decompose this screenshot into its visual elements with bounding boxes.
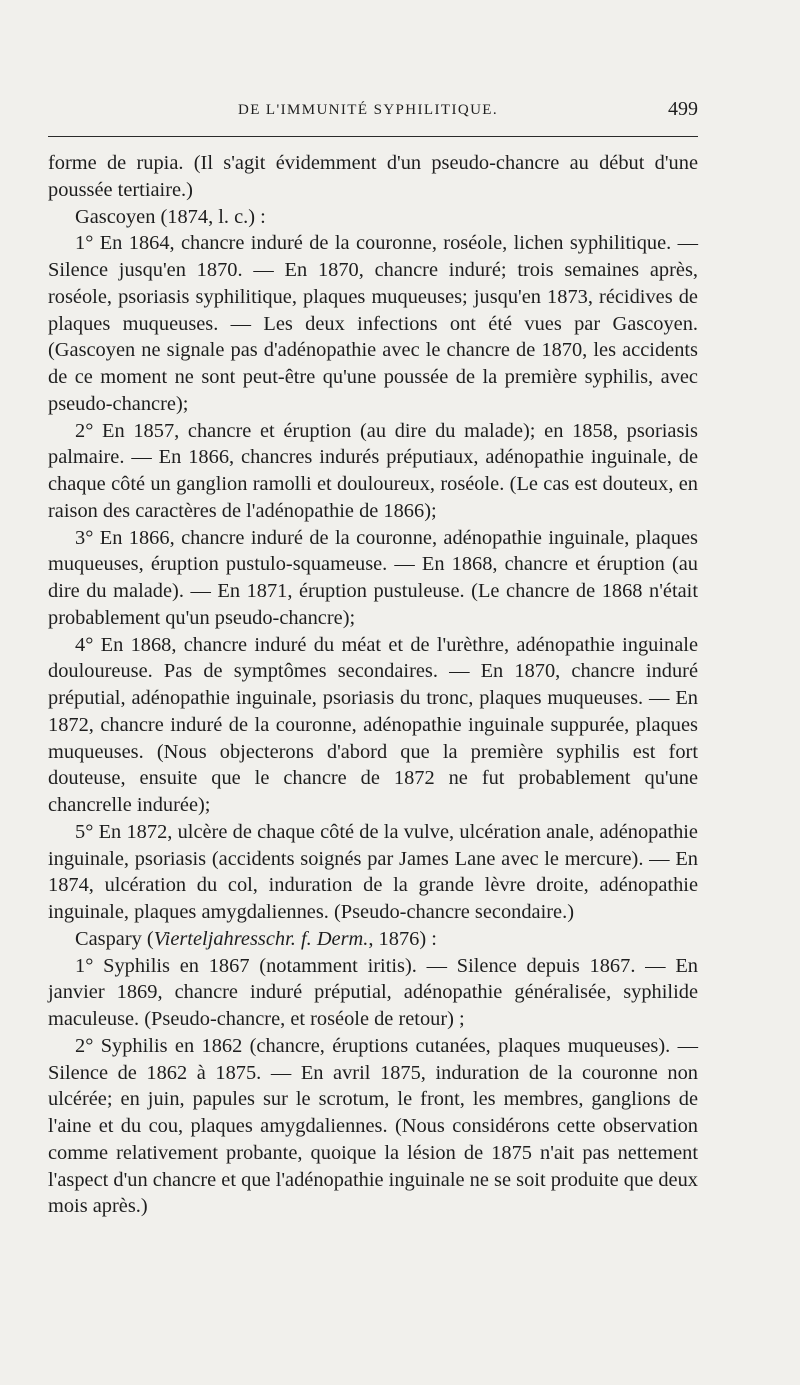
paragraph-case-5: 5° En 1872, ulcère de chaque côté de la vulve, ulcération anale, adénopathie inguinale, psoriasis (accidents soignés par James Lane avec le mercure). — En 1874, ulcération du col, induration de la grande lèvre droite, adénopathie inguinale, plaques amygdaliennes. (Pseudo-chancre secondaire.) xyxy=(48,820,698,923)
paragraph-case-3: 3° En 1866, chancre induré de la couronne, adénopathie inguinale, plaques muqueuses, éruption pustulo-squameuse. — En 1868, chancre et éruption (au dire du malade). — En 1871, éruption pustuleuse. (Le chancre de 1868 n'était probablement qu'un pseudo-chancre); xyxy=(48,526,698,629)
paragraph-case-2: 2° En 1857, chancre et éruption (au dire du malade); en 1858, psoriasis palmaire. — En 1866, chancres indurés préputiaux, adénopathie inguinale, de chaque côté un ganglion ramolli et douloureux, roséole. (Le cas est douteux, en raison des caractères de l'adénopathie de 1866); xyxy=(48,419,698,522)
page-number: 499 xyxy=(668,98,698,120)
paragraph-case-1: 1° En 1864, chancre induré de la couronne, roséole, lichen syphilitique. — Silence jusqu'en 1870. — En 1870, chancre induré; trois semaines après, roséole, psoriasis syphilitique, plaques muqueuses; jusqu'en 1873, récidives de plaques muqueuses. — Les deux infections ont été vues par Gascoyen. (Gascoyen ne signale pas d'adénopathie avec le chancre de 1870, les accidents de ce moment ne sont peut-être qu'une poussée de la première syphilis, avec pseudo-chancre); xyxy=(48,232,698,415)
paragraph-caspary-case-1: 1° Syphilis en 1867 (notamment iritis). — Silence depuis 1867. — En janvier 1869, chancre induré préputial, adénopathie généralisée, syphilide maculeuse. (Pseudo-chancre, et roséole de retour) ; xyxy=(48,954,698,1030)
caspary-journal: Vierteljahresschr. f. Derm. xyxy=(153,927,369,950)
paragraph-continuation: forme de rupia. (Il s'agit évidemment d'un pseudo-chancre au début d'une poussée tertiaire.) xyxy=(48,152,698,201)
paragraph-gascoyen-heading: Gascoyen (1874, l. c.) : xyxy=(75,205,266,228)
caspary-name: Caspary ( xyxy=(75,927,154,950)
running-head xyxy=(48,98,698,124)
body-text xyxy=(48,150,698,1220)
header-rule xyxy=(48,136,698,137)
paragraph-case-4: 4° En 1868, chancre induré du méat et de l'urèthre, adénopathie inguinale douloureuse. Pas de symptômes secondaires. — En 1870, chancre induré préputial, adénopathie inguinale, psoriasis du tronc, plaques muqueuses. — En 1872, chancre induré de la couronne, adénopathie inguinale suppurée, plaques muqueuses. (Nous objecterons d'abord que la première syphilis est fort douteuse, ensuite que le chancre de 1872 ne fut probablement qu'une chancrelle indurée); xyxy=(48,633,698,816)
paragraph-caspary-case-2: 2° Syphilis en 1862 (chancre, éruptions cutanées, plaques muqueuses). — Silence de 1862 à 1875. — En avril 1875, induration de la couronne non ulcérée; en juin, papules sur le scrotum, le front, les membres, ganglions de l'aine et du cou, plaques amygdaliennes. (Nous considérons cette observation comme relativement probante, quoique la lésion de 1875 n'ait pas nettement l'aspect d'un chancre et que l'adénopathie inguinale ne se soit produite que deux mois après.) xyxy=(48,1034,698,1218)
running-title: DE L'IMMUNITÉ SYPHILITIQUE. xyxy=(237,102,499,118)
caspary-year: , 1876) : xyxy=(368,927,437,950)
paragraph-caspary-heading xyxy=(48,926,698,953)
